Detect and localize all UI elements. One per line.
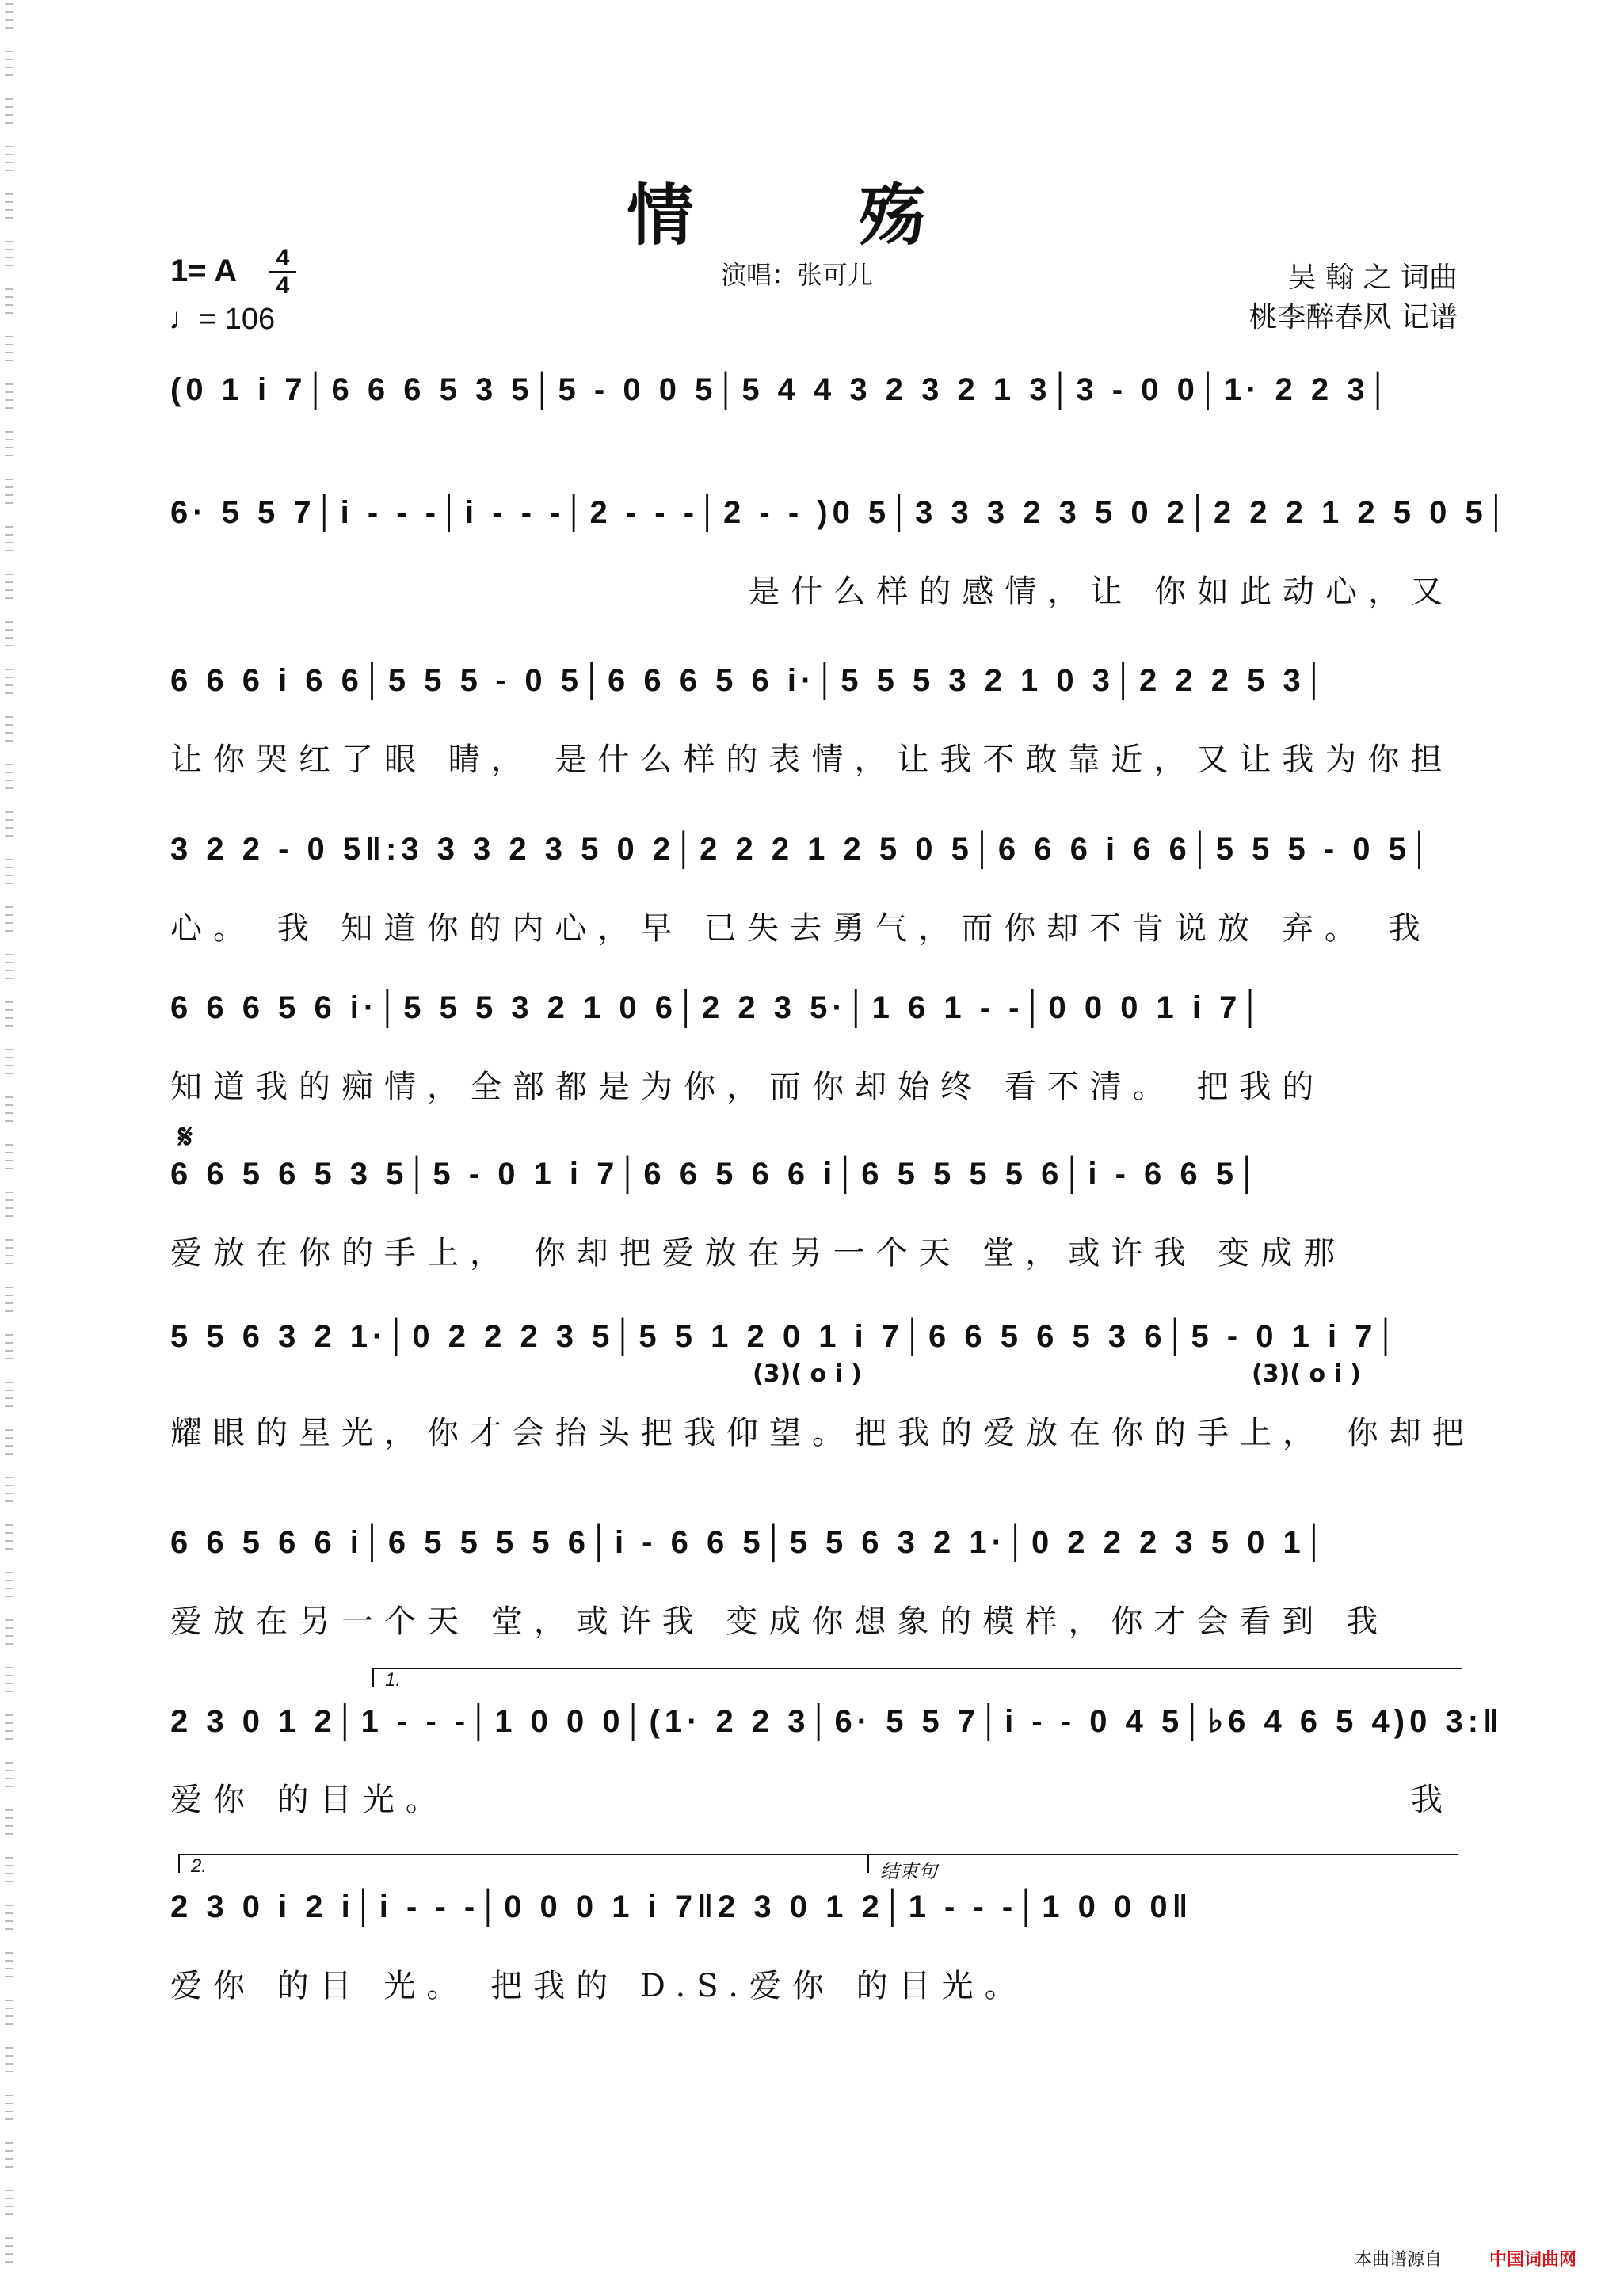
key-signature: 1= A [170,254,238,288]
staff-row-4 [170,832,1454,967]
volta-bracket-1: 1. [372,1668,1462,1687]
staff-row-9 [170,1703,1504,1838]
notation-line: 2 3 0 1 2│1 - - -│1 0 0 0│(1· 2 2 3│6· 5 5 7│i - - 0 4 5│♭6 4 6 5 4)0 3:‖ [170,1704,1504,1739]
song-title: 情 殇 [627,176,997,254]
singer-credit: 演唱：张可儿 [721,260,874,290]
footer-source-label: 本曲谱源自 [1355,2250,1443,2270]
lyric-line: 心。 我 知道你的内心，早 已失去勇气，而你却不肯说放 弃。 我 [170,910,1431,947]
staff-row-3 [170,663,1454,798]
lyric-line: 爱你 的目 光。 把我的 D.S.爱你 的目光。 [170,1968,1027,2004]
staff-row-5 [170,990,1454,1125]
staff-row-10 [170,1889,1454,2024]
staff-row-7 [170,1319,1475,1454]
lyric-line: 耀眼的星光，你才会抬头把我仰望。把我的爱放在你的手上， 你却把 [170,1415,1475,1451]
lyric-line: 让你哭红了眼 睛， 是什么样的表情，让我不敢靠近，又让我为你担 [170,742,1454,778]
lyric-line: 知道我的痴情，全部都是为你，而你却始终 看不清。 把我的 [170,1069,1325,1105]
ending-bracket: 结束句 [867,1854,1458,1873]
staff-row-1 [170,372,1454,507]
staff-row-6 [170,1157,1454,1291]
notation-line: 6 6 5 6 5 3 5│5 - 0 1 i 7│6 6 5 6 6 i│6 5 5 5 5 6│i - 6 6 5│ [170,1157,1263,1192]
notation-line: 3 2 2 - 0 5‖:3 3 3 2 3 5 0 2│2 2 2 1 2 5 0 5│6 6 6 i 6 6│5 5 5 - 0 5│ [170,832,1435,867]
notation-line: 6 6 5 6 6 i│6 5 5 5 5 6│i - 6 6 5│5 5 6 3 2 1·│0 2 2 2 3 5 0 1│ [170,1525,1330,1560]
notation-line: (0 1 i 7│6 6 6 5 3 5│5 - 0 0 5│5 4 4 3 2 3 2 1 3│3 - 0 0│1· 2 2 3│ [170,372,1394,407]
time-denominator: 4 [276,273,290,299]
side-watermark-strip [0,0,19,2281]
notation-line: 5 5 6 3 2 1·│0 2 2 2 3 5│5 5 1 2 0 1 i 7│6 6 5 6 5 3 6│5 - 0 1 i 7│ [170,1319,1402,1354]
time-signature [269,247,296,297]
watermark-pattern [0,0,19,2281]
alternate-notes-1: (3)( o i ) [753,1360,862,1388]
lyric-line: 爱放在你的手上， 你却把爱放在另一个天 堂，或许我 变成那 [170,1235,1347,1272]
transcriber-credit: 桃李醉春风 记谱 [1248,301,1458,334]
quarter-note-icon: ♩ [169,303,199,336]
composer-credit: 吴 翰 之 词曲 [1287,261,1458,294]
notation-line: 6 6 6 5 6 i·│5 5 5 3 2 1 0 6│2 2 3 5·│1 6 1 - -│0 0 0 1 i 7│ [170,990,1267,1025]
time-numerator: 4 [276,245,290,271]
volta-bracket-2: 2. [178,1854,872,1873]
staff-row-8 [170,1525,1454,1660]
notation-line: 6· 5 5 7│i - - -│i - - -│2 - - -│2 - - )0 5│3 3 3 2 3 5 0 2│2 2 2 1 2 5 0 5│ [170,495,1512,530]
lyric-line: 爱你 的目光。 [170,1782,448,1818]
alternate-notes-2: (3)( o i ) [1252,1360,1361,1388]
tempo-value: = 106 [199,303,276,336]
segno-symbol: 𝄋 [178,1117,193,1156]
lyric-line: 爱放在另一个天 堂，或许我 变成你想象的模样，你才会看到 我 [170,1603,1390,1640]
lyric-pickup: 我 [1411,1782,1454,1818]
notation-line: 2 3 0 i 2 i│i - - -│0 0 0 1 i 7‖2 3 0 1 2│1 - - -│1 0 0 0‖ [170,1889,1193,1924]
tempo-marking [169,303,275,337]
staff-row-2 [170,495,1512,630]
footer-site-link[interactable]: 中国词曲网 [1489,2250,1577,2270]
notation-line: 6 6 6 i 6 6│5 5 5 - 0 5│6 6 6 5 6 i·│5 5 5 3 2 1 0 3│2 2 2 5 3│ [170,663,1330,698]
lyric-line: 是什么样的感情，让 你如此动心，又 [748,574,1454,610]
